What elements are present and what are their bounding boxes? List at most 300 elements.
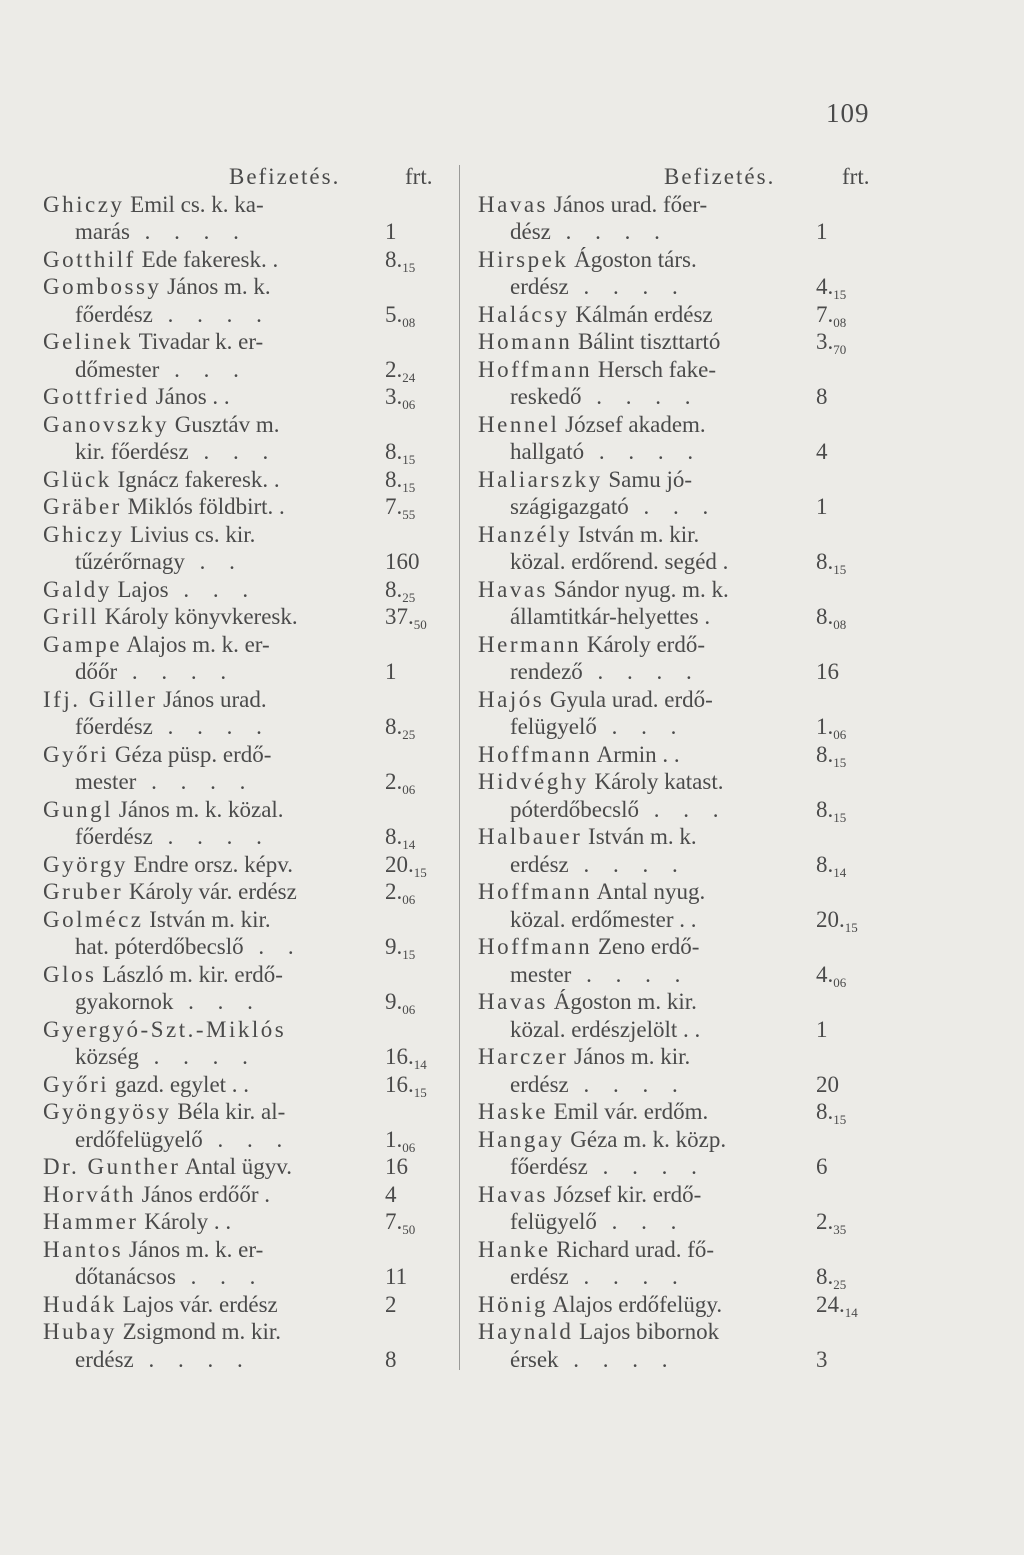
- amount-main: 9.: [385, 989, 403, 1014]
- list-item: [43, 1098, 433, 1126]
- list-item: [478, 1236, 898, 1264]
- entry-description: Ágoston társ.: [568, 246, 697, 272]
- entry-description: Sándor nyug. m. k.: [547, 576, 729, 602]
- list-item: [43, 521, 433, 549]
- list-item: [43, 1126, 433, 1154]
- amount-main: 8.: [385, 439, 403, 464]
- entry-name: Ghiczy: [43, 191, 125, 217]
- entry-description: János erdőőr .: [135, 1181, 271, 1207]
- list-item: [478, 1153, 898, 1181]
- entry-text: [510, 851, 687, 879]
- entry-amount: [816, 1016, 828, 1044]
- entry-description: mester: [510, 961, 572, 987]
- list-item: [478, 246, 898, 274]
- entry-description: Endre orsz. képv.: [127, 851, 294, 877]
- entry-amount: [816, 438, 828, 466]
- entry-amount: [385, 1346, 397, 1374]
- amount-main: 7.: [816, 301, 834, 327]
- dot-leader: . . .: [159, 356, 248, 382]
- entry-text: [43, 1318, 281, 1346]
- entry-amount: [816, 1346, 828, 1374]
- amount-main: 8.: [816, 796, 834, 822]
- entry-text: [43, 1181, 270, 1209]
- entry-description: Gyula urad. erdő-: [544, 686, 713, 712]
- amount-fraction: 06: [833, 974, 847, 990]
- entry-description: dőőr: [75, 659, 118, 684]
- entry-description: Lajos: [111, 576, 169, 602]
- list-item: [478, 1181, 898, 1209]
- entry-text: [478, 1043, 690, 1071]
- dot-leader: . . . .: [152, 714, 271, 739]
- dot-leader: . . . .: [152, 301, 271, 327]
- entry-text: [43, 1236, 263, 1264]
- entry-description: erdész: [510, 1071, 569, 1097]
- entry-text: [75, 1126, 291, 1154]
- amount-fraction: 15: [402, 947, 416, 962]
- entry-text: [75, 658, 235, 686]
- list-item: [43, 411, 433, 439]
- list-item: [43, 576, 433, 604]
- entry-text: [478, 466, 692, 494]
- entry-text: [510, 603, 710, 631]
- list-item: [478, 493, 898, 521]
- amount-main: 1.: [385, 1126, 403, 1152]
- entry-name: Hoffmann: [478, 741, 593, 767]
- entry-text: [510, 1208, 685, 1236]
- amount-fraction: 15: [833, 287, 847, 302]
- entry-amount: [385, 218, 397, 246]
- entry-text: [478, 1318, 719, 1346]
- entry-description: Alajos m. k. er-: [121, 631, 270, 657]
- entry-name: Hoffmann: [478, 879, 593, 904]
- entry-description: Lajos bibornok: [573, 1319, 720, 1344]
- amount-main: 24.: [816, 1291, 845, 1317]
- entry-amount: [816, 658, 839, 686]
- list-item: [43, 961, 433, 989]
- dot-leader: . . . .: [136, 769, 255, 794]
- amount-main: 8.: [385, 824, 403, 849]
- entry-description: főerdész: [510, 1154, 588, 1179]
- entry-text: [43, 1071, 249, 1099]
- amount-main: 8: [385, 1346, 397, 1372]
- amount-fraction: 15: [833, 754, 847, 770]
- entry-text: [75, 1043, 257, 1071]
- entry-text: [510, 493, 717, 521]
- list-item: [43, 1236, 433, 1264]
- dot-leader: . . .: [596, 714, 686, 739]
- entry-text: [43, 493, 285, 521]
- amount-main: 1: [816, 1016, 828, 1042]
- entry-name: Homann: [478, 329, 573, 354]
- entry-description: mester: [75, 769, 137, 794]
- list-item: [478, 1098, 898, 1126]
- list-item: [478, 823, 898, 851]
- entry-text: [43, 191, 264, 219]
- entry-description: dész: [510, 219, 551, 244]
- list-item: [43, 493, 433, 521]
- entry-text: [75, 218, 248, 246]
- entry-name: Golmécz: [43, 906, 144, 932]
- dot-leader: . . .: [173, 989, 262, 1014]
- amount-main: 8.: [816, 1264, 834, 1289]
- amount-main: 16.: [385, 1044, 414, 1069]
- entry-amount: [385, 1263, 407, 1291]
- list-item: [43, 438, 433, 466]
- entry-text: [478, 1098, 708, 1126]
- entry-description: kir. főerdész: [75, 439, 189, 464]
- entry-name: Horváth: [43, 1181, 136, 1207]
- entry-text: [43, 686, 267, 714]
- entry-text: [478, 878, 705, 906]
- list-item: [478, 466, 898, 494]
- entry-text: [43, 383, 230, 411]
- dot-leader: . . . .: [584, 439, 703, 464]
- entry-text: [478, 768, 723, 796]
- amount-main: 160: [385, 549, 420, 574]
- amount-main: 8.: [816, 851, 834, 877]
- amount-main: 1: [385, 659, 397, 684]
- entry-description: erdész: [510, 1264, 569, 1289]
- entry-text: [43, 603, 298, 631]
- entry-name: Havas: [478, 191, 548, 217]
- list-item: [478, 1318, 898, 1346]
- amount-fraction: 15: [413, 864, 427, 880]
- entry-text: [43, 1016, 286, 1044]
- entry-text: [478, 576, 729, 604]
- amount-main: 4: [816, 439, 828, 464]
- amount-main: 8.: [816, 1099, 834, 1124]
- entry-text: [43, 411, 280, 439]
- amount-main: 8.: [385, 466, 403, 492]
- entry-text: [478, 328, 720, 356]
- entry-text: [43, 273, 271, 301]
- amount-fraction: 15: [833, 562, 847, 577]
- list-item: [478, 878, 898, 906]
- list-item: [43, 631, 433, 659]
- list-item: [43, 466, 433, 494]
- entry-name: Gyergyó-Szt.-Miklós: [43, 1016, 287, 1042]
- amount-fraction: 06: [402, 782, 416, 797]
- entry-description: Károly erdő-: [581, 631, 705, 657]
- entry-name: Grill: [43, 604, 99, 629]
- list-item: [478, 438, 898, 466]
- dot-leader: . . .: [596, 1209, 686, 1234]
- entry-description: közal. erdészjelölt . .: [510, 1016, 701, 1042]
- entry-name: Gottfried: [43, 384, 150, 409]
- entry-description: közal. erdőmester . .: [510, 906, 697, 932]
- dot-leader: . . . .: [568, 274, 687, 299]
- entry-description: dőmester: [75, 356, 160, 382]
- list-item: [478, 191, 898, 219]
- amount-main: 16: [816, 659, 839, 684]
- amount-main: 2.: [816, 1209, 834, 1234]
- entry-description: Gusztáv m.: [168, 411, 280, 437]
- amount-main: 16: [385, 1154, 408, 1179]
- list-item: [478, 906, 898, 934]
- entry-text: [478, 988, 697, 1016]
- page-number: 109: [826, 98, 870, 128]
- dot-leader: . . . .: [138, 1044, 257, 1069]
- amount-fraction: 15: [833, 1112, 847, 1127]
- entry-text: [510, 1016, 700, 1044]
- list-item: [43, 218, 433, 246]
- entry-name: Ifj. Giller: [43, 686, 158, 712]
- entry-text: [510, 1263, 687, 1291]
- amount-main: 20.: [385, 851, 414, 877]
- right-header-title: Befizetés.: [664, 164, 776, 189]
- column-divider: [459, 165, 460, 1370]
- entry-description: érsek: [510, 1346, 559, 1372]
- amount-main: 9.: [385, 934, 403, 959]
- entry-description: Antal ügyv.: [180, 1154, 292, 1179]
- amount-fraction: 24: [402, 369, 416, 385]
- entry-text: [510, 383, 700, 411]
- entry-name: Hidvéghy: [478, 769, 589, 794]
- list-item: [43, 383, 433, 411]
- list-item: [43, 328, 433, 356]
- right-header-unit: frt.: [842, 164, 870, 189]
- list-item: [43, 1071, 433, 1099]
- entry-amount: [385, 548, 420, 576]
- list-item: [43, 851, 433, 879]
- entry-text: [478, 1291, 722, 1319]
- entry-text: [478, 823, 697, 851]
- entry-description: államtitkár-helyettes .: [510, 604, 711, 629]
- amount-main: 3: [816, 1346, 828, 1372]
- entry-description: erdész: [510, 274, 569, 299]
- amount-fraction: 50: [402, 1222, 416, 1237]
- entry-name: Ganovszky: [43, 411, 169, 437]
- list-item: [43, 686, 433, 714]
- entry-description: erdész: [510, 851, 569, 877]
- entry-name: Gotthilf: [43, 246, 136, 272]
- list-item: [43, 1016, 433, 1044]
- entry-text: [43, 631, 270, 659]
- list-item: [43, 823, 433, 851]
- list-item: [43, 906, 433, 934]
- dot-leader: . . . .: [133, 1346, 252, 1372]
- dot-leader: . . . .: [129, 219, 248, 244]
- entry-name: Győri: [43, 741, 110, 767]
- list-item: [478, 218, 898, 246]
- entry-name: Halácsy: [478, 301, 570, 327]
- amount-fraction: 08: [833, 314, 847, 330]
- list-item: [43, 1043, 433, 1071]
- entry-name: Gombossy: [43, 274, 162, 299]
- entry-name: Hudák: [43, 1291, 117, 1317]
- dot-leader: . .: [184, 549, 244, 574]
- entry-text: [43, 906, 271, 934]
- list-item: [43, 1208, 433, 1236]
- amount-main: 11: [385, 1264, 408, 1289]
- list-item: [43, 246, 433, 274]
- entry-description: felügyelő: [510, 1209, 597, 1234]
- entry-text: [75, 301, 271, 329]
- entry-description: Hersch fake-: [592, 356, 716, 382]
- list-item: [43, 191, 433, 219]
- dot-leader: . . . .: [152, 824, 271, 849]
- entry-text: [43, 1098, 285, 1126]
- entry-description: Zeno erdő-: [592, 934, 700, 959]
- right-column-header: [478, 163, 898, 191]
- list-item: [478, 411, 898, 439]
- dot-leader: . . . .: [582, 659, 701, 684]
- entry-name: Harczer: [478, 1044, 569, 1069]
- list-item: [478, 851, 898, 879]
- dot-leader: . .: [243, 934, 303, 959]
- dot-leader: . . .: [628, 494, 718, 519]
- entry-description: rendező: [510, 659, 583, 684]
- dot-leader: . . . .: [587, 1154, 706, 1179]
- entry-description: Géza m. k. közp.: [564, 1126, 727, 1152]
- list-item: [478, 273, 898, 301]
- amount-fraction: 14: [413, 1057, 427, 1072]
- amount-fraction: 50: [413, 617, 427, 632]
- entry-name: Hermann: [478, 631, 582, 657]
- entry-name: Hönig: [478, 1291, 548, 1317]
- amount-main: 3.: [816, 329, 834, 354]
- left-column-header: [43, 163, 433, 191]
- amount-fraction: 06: [402, 397, 416, 412]
- entry-text: [510, 1153, 706, 1181]
- entry-text: [478, 686, 713, 714]
- list-item: [478, 603, 898, 631]
- amount-main: 5.: [385, 301, 403, 327]
- amount-main: 8: [816, 384, 828, 409]
- amount-fraction: 15: [402, 259, 416, 275]
- entry-name: Gampe: [43, 631, 122, 657]
- list-item: [43, 273, 433, 301]
- entry-text: [478, 741, 680, 769]
- list-item: [478, 1126, 898, 1154]
- entry-description: tűzérőrnagy: [75, 549, 185, 574]
- left-header-title: Befizetés.: [229, 164, 341, 189]
- list-item: [478, 1291, 898, 1319]
- dot-leader: . . . .: [568, 1071, 687, 1097]
- entry-description: János urad.: [157, 686, 267, 712]
- amount-fraction: 15: [402, 452, 416, 467]
- entry-name: Havas: [478, 989, 548, 1014]
- entry-amount: [385, 658, 397, 686]
- amount-fraction: 15: [833, 809, 847, 825]
- amount-main: 8.: [816, 741, 834, 767]
- entry-description: gazd. egylet . .: [109, 1071, 250, 1097]
- amount-main: 16.: [385, 1071, 414, 1097]
- entry-text: [510, 438, 702, 466]
- entry-name: Hubay: [43, 1319, 117, 1344]
- list-item: [478, 741, 898, 769]
- entry-description: hat. póterdőbecslő: [75, 934, 244, 959]
- list-item: [43, 603, 433, 631]
- entry-description: János m. k. er-: [123, 1236, 264, 1262]
- entry-description: József kir. erdő-: [547, 1181, 702, 1207]
- list-item: [43, 878, 433, 906]
- dot-leader: . . . .: [568, 851, 687, 877]
- entry-description: Antal nyug.: [592, 879, 706, 904]
- list-item: [43, 658, 433, 686]
- entry-description: László m. kir. erdő-: [96, 961, 283, 987]
- entry-text: [478, 301, 713, 329]
- entry-description: János m. k.: [161, 274, 271, 299]
- list-item: [478, 796, 898, 824]
- entry-amount: [385, 1291, 397, 1319]
- right-column: [478, 163, 898, 1373]
- entry-text: [478, 521, 699, 549]
- amount-main: 2.: [385, 879, 403, 904]
- entry-text: [43, 521, 255, 549]
- entry-text: [510, 906, 696, 934]
- left-header-unit: frt.: [405, 164, 433, 189]
- entry-amount: [816, 383, 828, 411]
- list-item: [43, 1346, 433, 1374]
- amount-main: 37.: [385, 604, 414, 629]
- entry-text: [510, 713, 685, 741]
- amount-fraction: 15: [402, 479, 416, 495]
- list-item: [43, 1263, 433, 1291]
- entry-description: főerdész: [75, 824, 153, 849]
- entry-description: Géza püsp. erdő-: [109, 741, 272, 767]
- amount-fraction: 06: [833, 727, 847, 742]
- entry-name: Hoffmann: [478, 356, 593, 382]
- list-item: [43, 301, 433, 329]
- entry-name: Hammer: [43, 1209, 139, 1234]
- amount-fraction: 14: [844, 1304, 858, 1320]
- amount-fraction: 06: [402, 1002, 416, 1017]
- entry-description: István m. k.: [582, 824, 697, 849]
- entry-text: [75, 356, 248, 384]
- entry-name: Gelinek: [43, 329, 134, 354]
- entry-description: gyakornok: [75, 989, 174, 1014]
- amount-main: 1: [816, 219, 828, 244]
- entry-text: [510, 1071, 687, 1099]
- entry-name: Haliarszky: [478, 466, 603, 492]
- entry-description: János urad. főer-: [547, 191, 708, 217]
- entry-text: [75, 548, 244, 576]
- entry-description: Béla kir. al-: [171, 1099, 286, 1124]
- entry-name: Győri: [43, 1071, 110, 1097]
- entry-description: János . .: [149, 384, 230, 409]
- entry-text: [43, 576, 257, 604]
- amount-main: 8.: [385, 246, 403, 272]
- entry-description: Károly könyvkeresk.: [98, 604, 298, 629]
- left-column: [43, 163, 433, 1373]
- entry-text: [43, 796, 284, 824]
- entry-description: Livius cs. kir.: [124, 521, 256, 547]
- amount-main: 4.: [816, 961, 834, 987]
- amount-main: 4.: [816, 274, 834, 299]
- entry-description: Ágoston m. kir.: [547, 989, 697, 1014]
- entry-description: Samu jó-: [602, 466, 693, 492]
- entry-description: község: [75, 1044, 139, 1069]
- dot-leader: . . . .: [568, 1264, 687, 1289]
- amount-fraction: 25: [402, 727, 416, 742]
- dot-leader: . . . .: [571, 961, 690, 987]
- dot-leader: . . . .: [117, 659, 236, 684]
- amount-main: 7.: [385, 1209, 403, 1234]
- entry-text: [478, 933, 699, 961]
- entry-text: [43, 878, 297, 906]
- entry-amount: [816, 1153, 828, 1181]
- list-item: [43, 1291, 433, 1319]
- entry-description: erdész: [75, 1346, 134, 1372]
- dot-leader: . . .: [188, 439, 278, 464]
- entry-text: [510, 218, 669, 246]
- amount-main: 2.: [385, 356, 403, 382]
- entry-description: reskedő: [510, 384, 582, 409]
- entry-description: Károly katast.: [588, 769, 724, 794]
- amount-main: 20: [816, 1071, 839, 1097]
- entry-amount: [816, 1071, 839, 1099]
